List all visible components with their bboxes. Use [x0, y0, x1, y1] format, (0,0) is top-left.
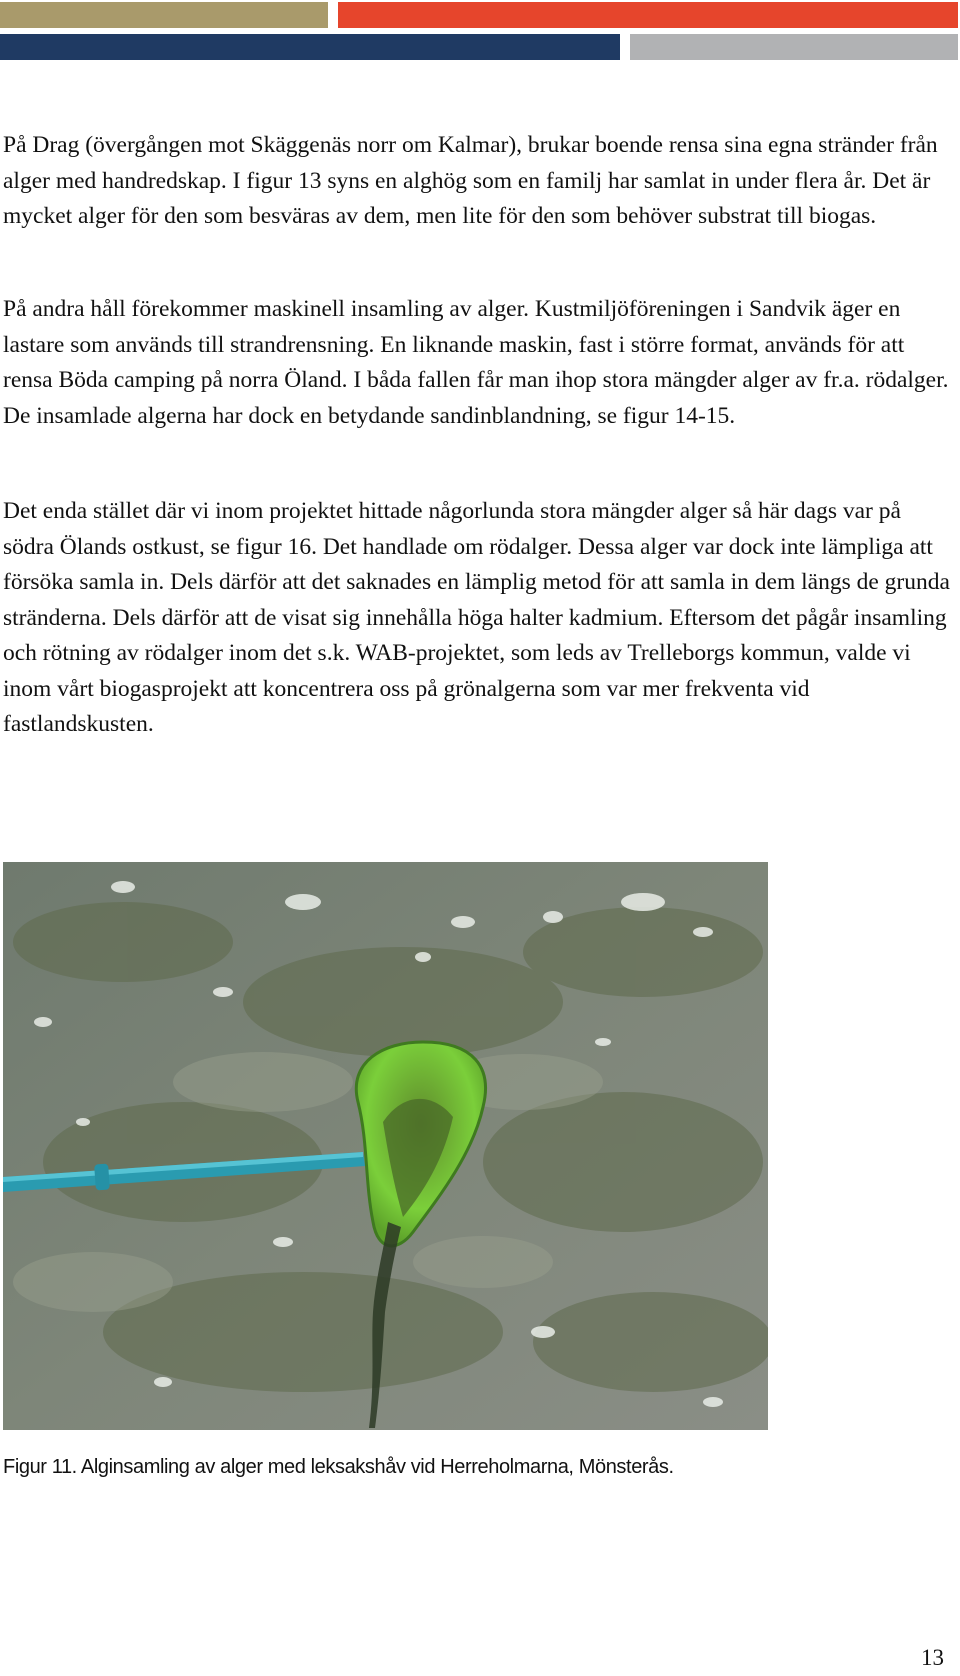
figure-photo-algae-net	[3, 862, 768, 1430]
paragraph-2: På andra håll förekommer maskinell insamling av alger. Kustmiljöföreningen i Sandvik äger en lastare som används till strandrensning. En liknande maskin, fast i större format, används för att rensa Böda camping på norra Öland. I båda fallen får man ihop stora mängder alger av fr.a. rödalger. De insamlade algerna har dock en betydande sandinblandning, se figur 14-15.	[3, 296, 949, 429]
header-bar-red	[338, 2, 958, 28]
header-bar-tan	[0, 2, 328, 28]
page-number: 13	[921, 1645, 944, 1670]
paragraph-1: På Drag (övergången mot Skäggenäs norr om Kalmar), brukar boende rensa sina egna stränder från alger med handredskap. I figur 13 syns en alghög som en familj har samlat in under flera år. Det är mycket alger för den som besväras av dem, men lite för den som behöver substrat till biogas.	[3, 132, 938, 229]
paragraph-3: Det enda stället där vi inom projektet hittade någorlunda stora mängder alger så här dags var på södra Ölands ostkust, se figur 16. Det handlade om rödalger. Dessa alger var dock inte lämpliga att försöka samla in. Dels därför att det saknades en lämplig metod för att samla in dem längs de grunda stränderna. Dels därför att de visat sig innehålla höga halter kadmium. Eftersom det pågår insamling och rötning av rödalger inom det s.k. WAB-projektet, som leds av Trelleborgs kommun, valde vi inom vårt biogasprojekt att koncentrera oss på grönalgerna som var mer frekventa vid fastlandskusten.	[3, 498, 950, 737]
header-bar-gray	[630, 34, 958, 60]
figure-caption: Figur 11. Alginsamling av alger med leksakshåv vid Herreholmarna, Mönsterås.	[3, 1456, 674, 1478]
header-bar-navy	[0, 34, 620, 60]
